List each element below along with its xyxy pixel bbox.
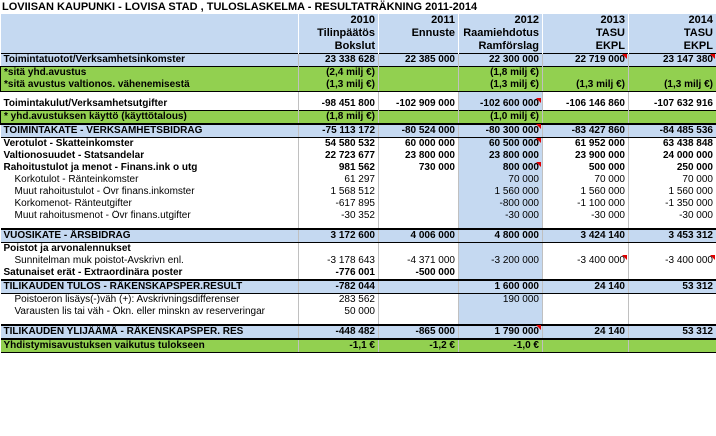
row-label[interactable]: Yhdistymisavustuksen vaikutus tulokseen <box>1 339 299 353</box>
cell-c2013[interactable]: -106 146 860 <box>543 98 629 111</box>
header-label-cell <box>1 27 299 40</box>
cell-c2012[interactable]: 1 560 000 <box>459 186 543 198</box>
cell-c2013[interactable]: -83 427 860 <box>543 124 629 138</box>
table-row <box>1 98 716 111</box>
cell-c2014[interactable]: -1 350 000 <box>629 198 716 210</box>
cell-c2013[interactable]: 500 000 <box>543 162 629 174</box>
cell-c2012[interactable]: -30 000 <box>459 210 543 222</box>
header-c2011[interactable]: 2011 <box>379 14 459 27</box>
cell-c2010[interactable]: -30 352 <box>299 210 379 222</box>
header-c2012[interactable]: Raamiehdotus <box>459 27 543 40</box>
row-label[interactable]: * yhd.avustuksen käyttö (käyttötalous) <box>1 111 299 125</box>
table-row <box>1 325 716 339</box>
row-label[interactable]: Satunaiset erät - Extraordinära poster <box>1 267 299 280</box>
cell-c2013[interactable]: 70 000 <box>543 174 629 186</box>
row-label[interactable]: TOIMINTAKATE - VERKSAMHETSBIDRAG <box>1 124 299 138</box>
cell-c2012[interactable]: 70 000 <box>459 174 543 186</box>
cell-c2013[interactable]: -30 000 <box>543 210 629 222</box>
cell-c2013[interactable] <box>543 267 629 280</box>
comment-indicator-icon[interactable] <box>622 54 627 59</box>
header-c2013[interactable]: EKPL <box>543 40 629 54</box>
cell-c2010[interactable]: -98 451 800 <box>299 98 379 111</box>
cell-c2013[interactable] <box>543 243 629 256</box>
header-c2010[interactable]: 2010 <box>299 14 379 27</box>
cell-c2013[interactable] <box>543 318 629 325</box>
cell-c2014[interactable] <box>629 294 716 307</box>
row-label[interactable]: Korkomenot- Ränteutgifter <box>1 198 299 210</box>
cell-c2010[interactable]: 1 568 512 <box>299 186 379 198</box>
row-label[interactable]: Muut rahoitusmenot - Övr finans.utgifter <box>1 210 299 222</box>
row-label[interactable]: Korkotulot - Ränteinkomster <box>1 174 299 186</box>
table-row <box>1 267 716 280</box>
cell-c2014[interactable]: 53 312 <box>629 325 716 339</box>
header-c2012[interactable]: 2012 <box>459 14 543 27</box>
cell-c2012[interactable]: (1,0 milj €) <box>459 111 543 125</box>
row-label[interactable] <box>1 318 299 325</box>
cell-c2013[interactable] <box>543 222 629 229</box>
header-c2013[interactable]: TASU <box>543 27 629 40</box>
table-row <box>1 318 716 325</box>
comment-indicator-icon[interactable] <box>710 54 715 59</box>
cell-c2011[interactable] <box>379 243 459 256</box>
cell-c2010[interactable] <box>299 318 379 325</box>
cell-c2011[interactable]: 4 006 000 <box>379 229 459 243</box>
table-row <box>1 150 716 162</box>
cell-c2012[interactable] <box>459 222 543 229</box>
cell-c2013[interactable]: 24 140 <box>543 325 629 339</box>
table-row <box>1 111 716 125</box>
header-c2012[interactable]: Ramförslag <box>459 40 543 54</box>
cell-c2011[interactable]: 22 385 000 <box>379 54 459 67</box>
header-c2011[interactable]: Ennuste <box>379 27 459 40</box>
cell-c2012[interactable]: 1 790 000 <box>459 325 543 339</box>
comment-indicator-icon[interactable] <box>536 98 541 103</box>
comment-indicator-icon[interactable] <box>536 124 541 129</box>
header-c2013[interactable]: 2013 <box>543 14 629 27</box>
cell-c2011[interactable] <box>379 79 459 92</box>
cell-c2010[interactable]: -776 001 <box>299 267 379 280</box>
cell-c2012[interactable] <box>459 318 543 325</box>
cell-c2014[interactable]: 63 438 848 <box>629 138 716 151</box>
table-row <box>1 67 716 80</box>
cell-c2010[interactable]: -75 113 172 <box>299 124 379 138</box>
header-c2014[interactable]: 2014 <box>629 14 716 27</box>
sheet-title: LOVIISAN KAUPUNKI - LOVISA STAD , TULOSLASKELMA - RESULTATRÄKNING 2011-2014 <box>0 0 716 14</box>
table-row <box>1 138 716 151</box>
income-statement-table <box>0 14 716 353</box>
cell-c2012[interactable]: 23 800 000 <box>459 150 543 162</box>
table-row <box>1 222 716 229</box>
cell-c2014[interactable]: 23 147 380 <box>629 54 716 67</box>
cell-c2012[interactable]: 190 000 <box>459 294 543 307</box>
row-label[interactable]: Poistot ja arvonalennukset <box>1 243 299 256</box>
header-row <box>1 40 716 54</box>
cell-c2011[interactable] <box>379 67 459 80</box>
cell-c2014[interactable] <box>629 306 716 318</box>
header-row <box>1 14 716 27</box>
cell-c2011[interactable] <box>379 280 459 294</box>
row-label[interactable]: TILIKAUDEN YLIJÄÄMÄ - RÄKENSKAPSPER. RES <box>1 325 299 339</box>
cell-c2010[interactable]: -617 895 <box>299 198 379 210</box>
table-row <box>1 229 716 243</box>
cell-c2014[interactable]: (1,3 milj €) <box>629 79 716 92</box>
cell-c2010[interactable] <box>299 222 379 229</box>
row-label[interactable]: VUOSIKATE - ÅRSBIDRAG <box>1 229 299 243</box>
cell-c2012[interactable]: -102 600 000 <box>459 98 543 111</box>
row-label[interactable]: *sitä yhd.avustus <box>1 67 299 80</box>
cell-c2013[interactable] <box>543 306 629 318</box>
cell-c2013[interactable]: 23 900 000 <box>543 150 629 162</box>
cell-c2011[interactable] <box>379 306 459 318</box>
table-row <box>1 124 716 138</box>
header-c2014[interactable]: EKPL <box>629 40 716 54</box>
cell-c2014[interactable] <box>629 111 716 125</box>
cell-c2010[interactable]: 981 562 <box>299 162 379 174</box>
cell-c2012[interactable]: -800 000 <box>459 198 543 210</box>
table-row <box>1 198 716 210</box>
cell-c2012[interactable]: 4 800 000 <box>459 229 543 243</box>
table-row <box>1 306 716 318</box>
cell-c2011[interactable] <box>379 318 459 325</box>
cell-c2012[interactable]: (1,3 milj €) <box>459 79 543 92</box>
comment-indicator-icon[interactable] <box>710 255 715 260</box>
cell-c2010[interactable]: 61 297 <box>299 174 379 186</box>
cell-c2014[interactable]: 1 560 000 <box>629 186 716 198</box>
cell-c2013[interactable]: 24 140 <box>543 280 629 294</box>
cell-c2012[interactable] <box>459 267 543 280</box>
header-label-cell <box>1 14 299 27</box>
row-label[interactable]: Toimintatuotot/Verksamhetsinkomster <box>1 54 299 67</box>
row-label[interactable]: Verotulot - Skatteinkomster <box>1 138 299 151</box>
header-c2010[interactable]: Tilinpäätös <box>299 27 379 40</box>
cell-c2013[interactable]: 22 719 000 <box>543 54 629 67</box>
table-row <box>1 280 716 294</box>
row-label[interactable]: Sunnitelman muk poistot-Avskrivn enl. <box>1 255 299 267</box>
cell-c2014[interactable]: -30 000 <box>629 210 716 222</box>
cell-c2014[interactable] <box>629 267 716 280</box>
cell-c2013[interactable]: 61 952 000 <box>543 138 629 151</box>
cell-c2014[interactable] <box>629 339 716 353</box>
cell-c2013[interactable] <box>543 67 629 80</box>
table-row <box>1 186 716 198</box>
cell-c2011[interactable] <box>379 222 459 229</box>
cell-c2014[interactable]: -3 400 000 <box>629 255 716 267</box>
cell-c2013[interactable]: 1 560 000 <box>543 186 629 198</box>
comment-indicator-icon[interactable] <box>536 325 541 330</box>
header-c2014[interactable]: TASU <box>629 27 716 40</box>
table-row <box>1 54 716 67</box>
cell-c2010[interactable] <box>299 243 379 256</box>
cell-c2014[interactable] <box>629 243 716 256</box>
cell-c2012[interactable] <box>459 306 543 318</box>
cell-c2011[interactable] <box>379 198 459 210</box>
cell-c2012[interactable]: -3 200 000 <box>459 255 543 267</box>
row-label[interactable]: TILIKAUDEN TULOS - RÄKENSKAPSPER.RESULT <box>1 280 299 294</box>
row-label[interactable]: *sitä avustus valtionos. vähenemisestä <box>1 79 299 92</box>
cell-c2011[interactable]: 60 000 000 <box>379 138 459 151</box>
row-label[interactable]: Muut rahoitustulot - Övr finans.inkomster <box>1 186 299 198</box>
header-c2011[interactable] <box>379 40 459 54</box>
cell-c2011[interactable] <box>379 111 459 125</box>
row-label[interactable] <box>1 222 299 229</box>
cell-c2012[interactable]: 1 600 000 <box>459 280 543 294</box>
cell-c2013[interactable]: (1,3 milj €) <box>543 79 629 92</box>
cell-c2010[interactable]: (2,4 milj €) <box>299 67 379 80</box>
comment-indicator-icon[interactable] <box>536 138 541 143</box>
cell-c2012[interactable]: -1,0 € <box>459 339 543 353</box>
cell-c2013[interactable] <box>543 111 629 125</box>
cell-c2011[interactable]: 23 800 000 <box>379 150 459 162</box>
cell-c2010[interactable]: -448 482 <box>299 325 379 339</box>
table-row <box>1 210 716 222</box>
cell-c2014[interactable]: 24 000 000 <box>629 150 716 162</box>
cell-c2011[interactable]: -1,2 € <box>379 339 459 353</box>
cell-c2010[interactable]: (1,3 milj €) <box>299 79 379 92</box>
cell-c2011[interactable]: -80 524 000 <box>379 124 459 138</box>
row-label[interactable]: Toimintakulut/Verksamhetsutgifter <box>1 98 299 111</box>
cell-c2011[interactable]: -102 909 000 <box>379 98 459 111</box>
cell-c2014[interactable]: 70 000 <box>629 174 716 186</box>
cell-c2013[interactable]: -3 400 000 <box>543 255 629 267</box>
cell-c2012[interactable]: 22 300 000 <box>459 54 543 67</box>
cell-c2012[interactable]: 60 500 000 <box>459 138 543 151</box>
cell-c2010[interactable]: (1,8 milj €) <box>299 111 379 125</box>
row-label[interactable]: Poistoeron lisäys(-)väh (+): Avskrivningsdifferenser <box>1 294 299 307</box>
cell-c2012[interactable] <box>459 243 543 256</box>
cell-c2014[interactable]: -84 485 536 <box>629 124 716 138</box>
cell-c2010[interactable]: -782 044 <box>299 280 379 294</box>
cell-c2013[interactable] <box>543 294 629 307</box>
cell-c2010[interactable]: 283 562 <box>299 294 379 307</box>
cell-c2013[interactable]: -1 100 000 <box>543 198 629 210</box>
table-row <box>1 255 716 267</box>
cell-c2014[interactable] <box>629 318 716 325</box>
cell-c2011[interactable] <box>379 186 459 198</box>
table-row <box>1 174 716 186</box>
header-row <box>1 27 716 40</box>
cell-c2011[interactable] <box>379 294 459 307</box>
cell-c2010[interactable]: 22 723 677 <box>299 150 379 162</box>
cell-c2010[interactable]: 3 172 600 <box>299 229 379 243</box>
row-label[interactable]: Varausten lis tai väh - Ökn. eller minskn av reserveringar <box>1 306 299 318</box>
row-label[interactable]: Rahoitustulot ja menot - Finans.ink o utg <box>1 162 299 174</box>
cell-c2014[interactable] <box>629 222 716 229</box>
cell-c2010[interactable]: 23 338 628 <box>299 54 379 67</box>
cell-c2011[interactable]: -4 371 000 <box>379 255 459 267</box>
cell-c2010[interactable]: -3 178 643 <box>299 255 379 267</box>
cell-c2012[interactable]: -80 300 000 <box>459 124 543 138</box>
table-row <box>1 79 716 92</box>
cell-c2010[interactable]: 50 000 <box>299 306 379 318</box>
table-row <box>1 243 716 256</box>
table-row <box>1 294 716 307</box>
cell-c2013[interactable] <box>543 339 629 353</box>
cell-c2012[interactable]: (1,8 milj €) <box>459 67 543 80</box>
table-row <box>1 162 716 174</box>
cell-c2012[interactable]: 800 000 <box>459 162 543 174</box>
header-c2010[interactable]: Bokslut <box>299 40 379 54</box>
cell-c2011[interactable] <box>379 174 459 186</box>
cell-c2014[interactable]: 53 312 <box>629 280 716 294</box>
header-label-cell <box>1 40 299 54</box>
table-row <box>1 339 716 353</box>
cell-c2014[interactable]: -107 632 916 <box>629 98 716 111</box>
cell-c2014[interactable]: 3 453 312 <box>629 229 716 243</box>
comment-indicator-icon[interactable] <box>536 162 541 167</box>
cell-c2014[interactable]: 250 000 <box>629 162 716 174</box>
row-label[interactable]: Valtionosuudet - Statsandelar <box>1 150 299 162</box>
cell-c2010[interactable]: 54 580 532 <box>299 138 379 151</box>
comment-indicator-icon[interactable] <box>622 255 627 260</box>
cell-c2011[interactable]: -865 000 <box>379 325 459 339</box>
cell-c2013[interactable]: 3 424 140 <box>543 229 629 243</box>
cell-c2011[interactable]: 730 000 <box>379 162 459 174</box>
cell-c2011[interactable] <box>379 210 459 222</box>
cell-c2010[interactable]: -1,1 € <box>299 339 379 353</box>
cell-c2014[interactable] <box>629 67 716 80</box>
cell-c2011[interactable]: -500 000 <box>379 267 459 280</box>
